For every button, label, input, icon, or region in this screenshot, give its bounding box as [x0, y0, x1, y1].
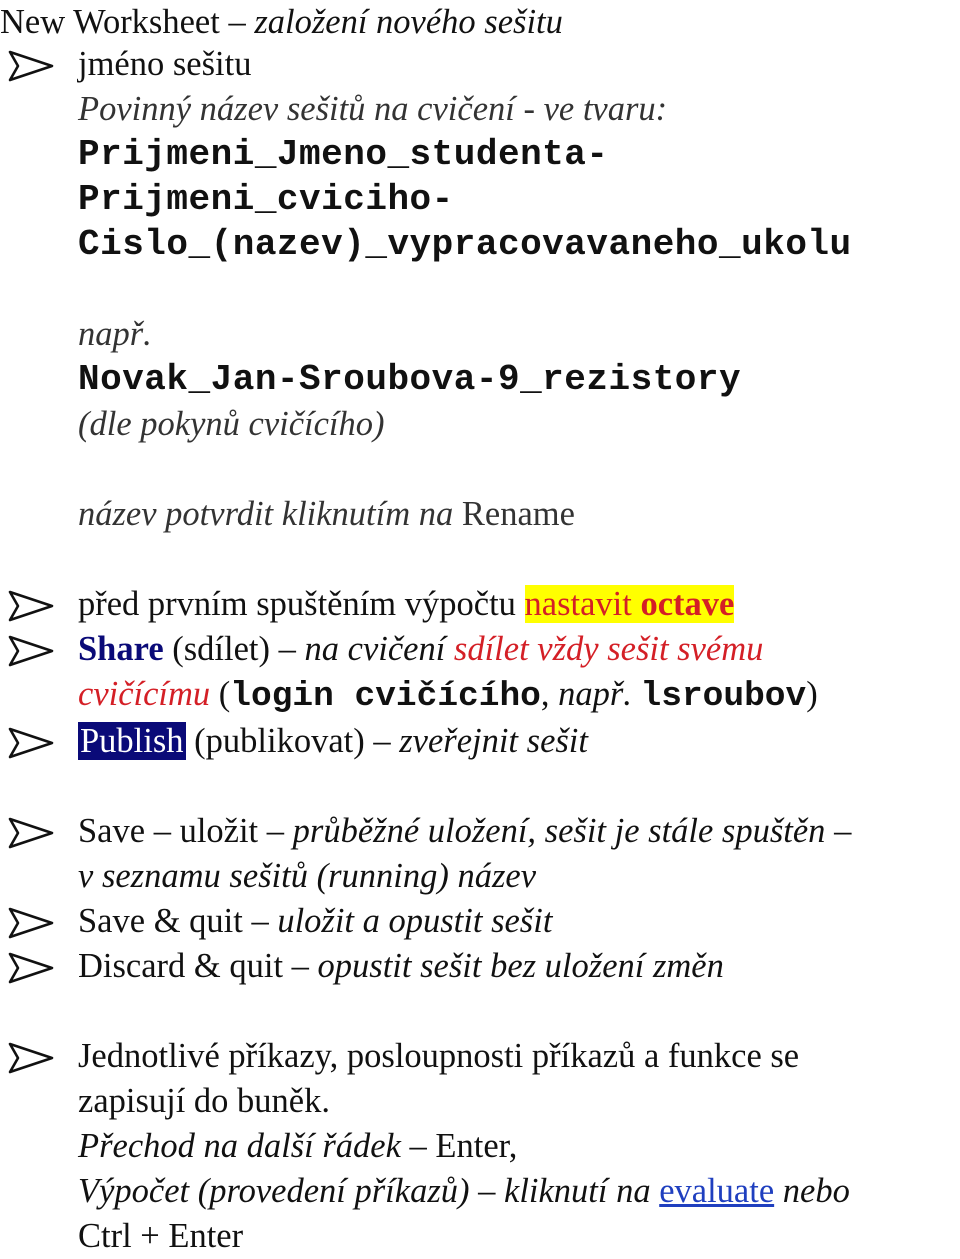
discard-keyword: Discard & quit: [78, 947, 284, 985]
share-paren-close: ): [806, 675, 818, 713]
enter-dash: –: [409, 1127, 427, 1165]
share-italic: na cvičení: [304, 630, 446, 668]
share-red-1: sdílet vždy sešit svému: [453, 630, 764, 668]
share-gloss: (sdílet): [172, 630, 270, 668]
name-note: Povinný název sešitů na cvičení - ve tvaru:: [78, 90, 668, 128]
commands-line-2: zapisují do buněk.: [78, 1082, 330, 1120]
octave-highlight-word: nastavit: [524, 585, 632, 623]
save-keyword: Save: [78, 812, 146, 850]
arrow-bullet-icon: [6, 809, 64, 854]
publish-gloss: (publikovat): [194, 722, 365, 760]
eval-dash: –: [478, 1172, 496, 1210]
example-name: Novak_Jan-Sroubova-9_rezistory: [78, 359, 742, 400]
confirm-prefix: název potvrdit kliknutím na: [78, 495, 454, 533]
eval-alt: nebo: [782, 1172, 850, 1210]
enter-key: Enter,: [435, 1127, 518, 1165]
eval-label: Výpočet (provedení příkazů): [78, 1172, 470, 1210]
arrow-bullet-icon: [6, 944, 64, 989]
save-quit-desc: uložit a opustit sešit: [277, 902, 553, 940]
save-dash-3: –: [834, 812, 852, 850]
share-comma: ,: [540, 675, 550, 713]
share-keyword: Share: [78, 630, 164, 668]
eval-action: kliknutí na: [504, 1172, 651, 1210]
share-paren-open: (: [218, 675, 231, 713]
ctrl-enter: Ctrl + Enter: [78, 1217, 244, 1255]
confirm-line: [78, 492, 575, 537]
share-login-example: lsroubov: [640, 677, 807, 716]
example-label: např.: [78, 315, 152, 353]
save-desc-1: průběžné uložení, sešit je stále spuštěn: [292, 812, 826, 850]
octave-highlight: [525, 585, 735, 623]
arrow-bullet-icon: [6, 627, 64, 672]
share-dash: –: [278, 630, 296, 668]
share-example-label: např.: [558, 675, 632, 713]
evaluate-link[interactable]: evaluate: [659, 1172, 775, 1210]
rename-button-label: Rename: [461, 495, 575, 533]
share-red-2: cvičícímu: [78, 675, 211, 713]
publish-dash: –: [373, 722, 391, 760]
name-format-line-2: Prijmeni_cviciho-: [78, 179, 454, 220]
arrow-bullet-icon: [6, 1034, 64, 1079]
name-format-line-1: Prijmeni_Jmeno_studenta-: [78, 134, 609, 175]
share-line-2: [78, 672, 818, 719]
name-label: jméno sešitu: [78, 45, 252, 83]
save-quit-dash: –: [251, 902, 269, 940]
title-sub: založení nového sešitu: [254, 3, 563, 41]
share-login-label: login cvičícího: [230, 677, 541, 716]
title-dash: –: [228, 3, 246, 41]
save-gloss: uložit: [179, 812, 259, 850]
octave-prefix: před prvním spuštěním výpočtu: [78, 585, 516, 623]
save-dash-1: –: [153, 812, 171, 850]
arrow-bullet-icon: [6, 719, 64, 764]
page-title: [0, 0, 563, 45]
arrow-bullet-icon: [6, 899, 64, 944]
enter-line: [78, 1124, 517, 1169]
arrow-bullet-icon: [6, 42, 64, 87]
save-dash-2: –: [266, 812, 285, 850]
octave-keyword: octave: [640, 585, 735, 623]
save-quit-keyword: Save & quit: [78, 902, 243, 940]
arrow-bullet-icon: [6, 582, 64, 627]
save-desc-2: v seznamu sešitů (running) název: [78, 857, 537, 895]
discard-dash: –: [291, 947, 309, 985]
commands-line-1: Jednotlivé příkazy, posloupnosti příkazů a funkce se: [78, 1037, 800, 1075]
eval-line: [78, 1169, 850, 1214]
example-note: (dle pokynů cvičícího): [78, 405, 385, 443]
title-main: New Worksheet: [0, 3, 220, 41]
enter-label: Přechod na další řádek: [78, 1127, 401, 1165]
publish-keyword: Publish: [80, 722, 184, 760]
discard-desc: opustit sešit bez uložení změn: [317, 947, 724, 985]
publish-desc: zveřejnit sešit: [399, 722, 588, 760]
name-format-line-3: Cislo_(nazev)_vypracovavaneho_ukolu: [78, 224, 852, 265]
